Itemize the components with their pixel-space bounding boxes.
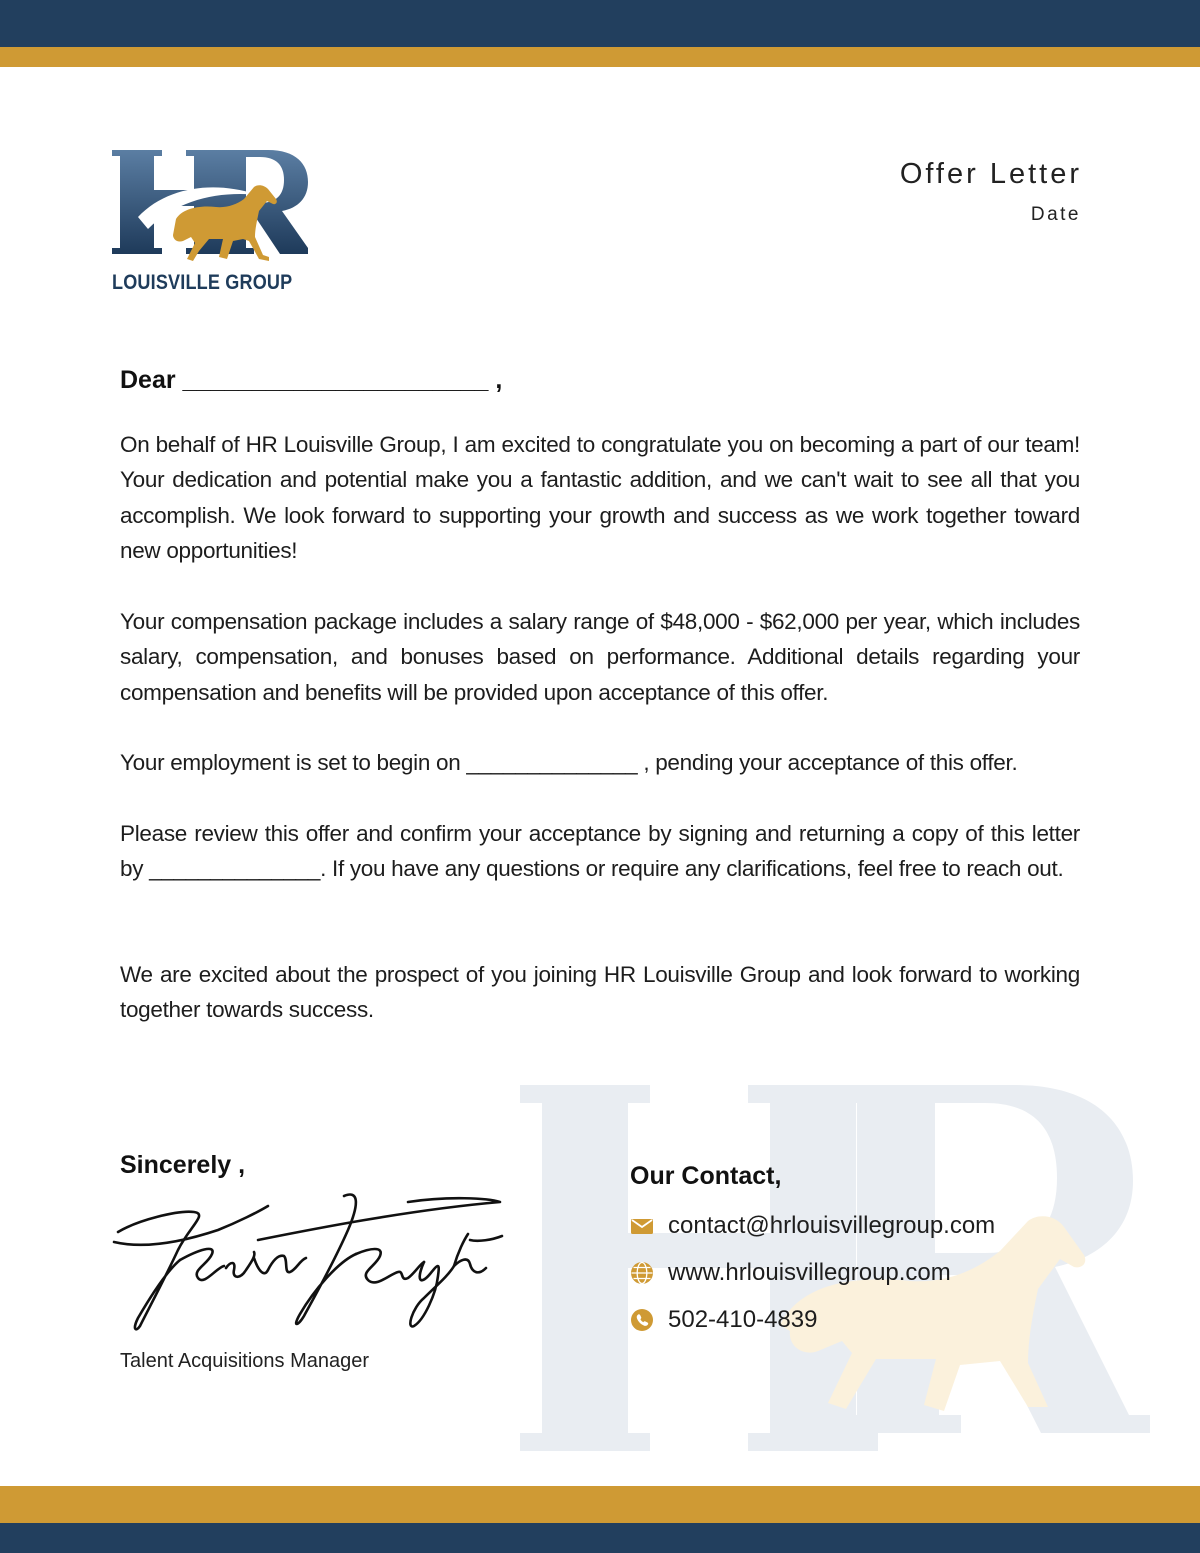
handwritten-signature [108,1190,508,1340]
envelope-icon [630,1214,654,1238]
contact-phone[interactable] [630,1306,817,1334]
phone-icon [630,1308,654,1332]
document-title: Offer Letter [899,158,1082,190]
contact-phone-text: 502-410-4839 [668,1306,818,1333]
logo-caption: LOUISVILLE GROUP [112,271,293,294]
company-logo [108,145,308,300]
signer-title: Talent Acquisitions Manager [120,1350,370,1372]
contact-website-text: www.hrlouisvillegroup.com [668,1259,951,1286]
contact-email-text: contact@hrlouisvillegroup.com [668,1212,996,1239]
paragraph-intro: On behalf of HR Louisville Group, I am excited to congratulate you on becoming a part of our team! Your dedication and potential make you a fantastic addition, and we can't wait to see all that you accomplish. We look forward to supporting your growth and success as we work together toward new opportunities! [120,432,1080,563]
paragraph-acceptance: Please review this offer and confirm your acceptance by signing and returning a copy of this letter by ______________. If you have any questions or require any clarifications, feel free to reach out. [120,821,1080,882]
top-gold-band [0,47,1200,67]
document-date: Date [1030,204,1081,225]
top-navy-band [0,0,1200,47]
hr-horse-logo-mark [108,145,308,270]
salutation: Dear ______________________ , [120,366,503,394]
paragraph-compensation: Your compensation package includes a salary range of $48,000 - $62,000 per year, which includes salary, compensation, and bonuses based on performance. Additional details regarding your compensation and benefits will be provided upon acceptance of this offer. [120,609,1080,705]
bottom-navy-band [0,1523,1200,1553]
bottom-gold-band [0,1486,1200,1523]
contact-email[interactable] [630,1212,995,1240]
sign-off: Sincerely , [120,1151,246,1179]
globe-icon [630,1261,654,1285]
contact-website[interactable] [630,1259,951,1287]
contact-heading: Our Contact, [630,1162,782,1190]
paragraph-closing: We are excited about the prospect of you joining HR Louisville Group and look forward to working together towards success. [120,962,1080,1023]
paragraph-start-date: Your employment is set to begin on ______________ , pending your acceptance of this offer. [120,750,1018,775]
